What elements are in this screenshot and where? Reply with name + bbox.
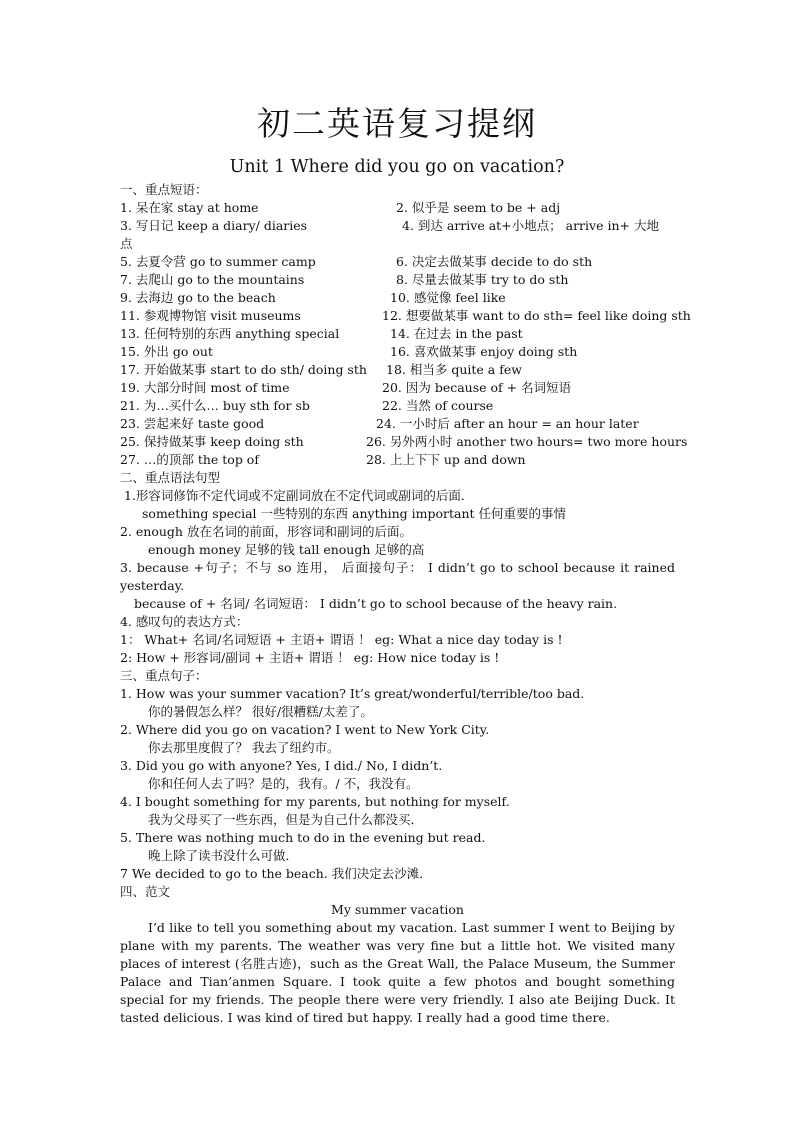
phrase-right: 22. 当然 of course [382, 398, 494, 413]
phrase-right: 10. 感觉像 feel like [390, 290, 506, 305]
phrase-row [120, 415, 675, 433]
phrase-left: 点 [120, 236, 133, 251]
section-heading-grammar: 二、重点语法句型 [120, 470, 221, 485]
phrase-row [120, 217, 675, 235]
grammar-rule-1: 1.形容词修饰不定代词或不定副词放在不定代词或副词的后面． [124, 488, 474, 503]
document-body [120, 181, 691, 1027]
phrase-left: 11. 参观博物馆 visit museums [120, 308, 301, 323]
phrase-left: 25. 保持做某事 keep doing sth [120, 434, 304, 449]
essay-title: My summer vacation [331, 902, 464, 917]
sentence-english: 5. There was nothing much to do in the evening but read. [120, 830, 486, 845]
sentence-chinese: 你和任何人去了吗？是的，我有。/ 不，我没有。 [148, 776, 419, 791]
phrase-right: 28. 上上下下 up and down [366, 452, 526, 467]
phrase-row [120, 235, 675, 253]
phrase-row [120, 451, 675, 469]
grammar-rule-4: 4. 感叹句的表达方式： [120, 614, 249, 629]
unit-heading: Unit 1 Where did you go on vacation? [229, 157, 565, 177]
phrase-right: 2. 似乎是 seem to be + adj [396, 200, 561, 215]
grammar-rule-3: 3. because +句子；不与 so 连用， 后面接句子： I didn’t go to school because it rained yesterday. [120, 560, 675, 593]
sentence-english: 4. I bought something for my parents, but nothing for myself. [120, 794, 510, 809]
sentence-7: 7 We decided to go to the beach. 我们决定去沙滩． [120, 866, 432, 881]
section-heading-phrases: 一、重点短语： [120, 182, 208, 197]
phrase-right: 18. 相当多 quite a few [386, 362, 522, 377]
phrase-row [120, 307, 691, 325]
grammar-rule-2: 2. enough 放在名词的前面，形容词和副词的后面。 [120, 524, 412, 539]
section-heading-sentences: 三、重点句子： [120, 668, 208, 683]
phrase-row [120, 325, 675, 343]
phrase-right: 12. 想要做某事 want to do sth= feel like doing sth [382, 308, 691, 323]
sentence-english: 2. Where did you go on vacation? I went to New York City. [120, 722, 490, 737]
sentence-chinese: 晚上除了读书没什么可做． [148, 848, 299, 863]
phrase-row [120, 343, 675, 361]
phrase-list [120, 199, 691, 469]
phrase-right: 14. 在过去 in the past [390, 326, 523, 341]
phrase-row [120, 289, 675, 307]
phrase-left: 17. 开始做某事 start to do sth/ doing sth [120, 362, 367, 377]
exclamation-pattern-1: 1： What+ 名词/名词短语 + 主语+ 谓语 ！ eg: What a nice day today is ! [120, 632, 563, 647]
phrase-left: 5. 去夏令营 go to summer camp [120, 254, 316, 269]
phrase-row [120, 397, 675, 415]
grammar-example-2: enough money 足够的钱 tall enough 足够的高 [148, 542, 425, 557]
sentence-chinese: 你去那里度假了？ 我去了纽约市。 [148, 740, 340, 755]
phrase-right: 8. 尽量去做某事 try to do sth [396, 272, 569, 287]
phrase-left: 27. …的顶部 the top of [120, 452, 259, 467]
phrase-row [120, 199, 675, 217]
exclamation-pattern-2: 2: How + 形容词/副词 + 主语+ 谓语 ！ eg: How nice today is ! [120, 650, 500, 665]
phrase-row [120, 253, 675, 271]
sentence-list [120, 685, 675, 865]
phrase-row [120, 379, 675, 397]
sentence-chinese: 我为父母买了一些东西，但是为自己什么都没买． [148, 812, 424, 827]
page-title: 初二英语复习提纲 [257, 104, 537, 143]
section-heading-essay: 四、范文 [120, 884, 171, 899]
grammar-rule-3b: because of + 名词/ 名词短语： I didn’t go to school because of the heavy rain. [134, 596, 618, 611]
phrase-row [120, 271, 675, 289]
phrase-right: 4. 到达 arrive at+小地点； arrive in+ 大地 [402, 218, 659, 233]
phrase-left: 19. 大部分时间 most of time [120, 380, 290, 395]
phrase-left: 23. 尝起来好 taste good [120, 416, 265, 431]
phrase-left: 9. 去海边 go to the beach [120, 290, 276, 305]
phrase-left: 3. 写日记 keep a diary/ diaries [120, 218, 308, 233]
sentence-chinese: 你的暑假怎么样？ 很好/很糟糕/太差了。 [148, 704, 373, 719]
phrase-row [120, 433, 688, 451]
sentence-english: 1. How was your summer vacation? It’s great/wonderful/terrible/too bad. [120, 686, 585, 701]
phrase-left: 15. 外出 go out [120, 344, 213, 359]
phrase-row [120, 361, 675, 379]
phrase-right: 16. 喜欢做某事 enjoy doing sth [390, 344, 578, 359]
phrase-right: 20. 因为 because of + 名词短语 [382, 380, 572, 395]
phrase-right: 6. 决定去做某事 decide to do sth [396, 254, 593, 269]
phrase-left: 13. 任何特别的东西 anything special [120, 326, 340, 341]
grammar-example-1: something special 一些特别的东西 anything important 任何重要的事情 [142, 506, 567, 521]
phrase-left: 1. 呆在家 stay at home [120, 200, 259, 215]
phrase-right: 26. 另外两小时 another two hours= two more hours [366, 434, 688, 449]
phrase-right: 24. 一小时后 after an hour = an hour later [376, 416, 639, 431]
sentence-english: 3. Did you go with anyone? Yes, I did./ No, I didn’t. [120, 758, 443, 773]
essay-body: I’d like to tell you something about my vacation. Last summer I went to Beijing by plane with my parents. The weather was very fine but a little hot. We visited many places of interest (名胜古迹)，such as the Great Wall, the Palace Museum, the Summer Palace and Tian’anmen Square. I took quite a few photos and bought something special for my friends. The people there were very friendly. I also ate Beijing Duck. It tasted delicious. I was kind of tired but happy. I really had a good time there. [120, 920, 675, 1025]
phrase-left: 7. 去爬山 go to the mountains [120, 272, 305, 287]
phrase-left: 21. 为…买什么… buy sth for sb [120, 398, 310, 413]
